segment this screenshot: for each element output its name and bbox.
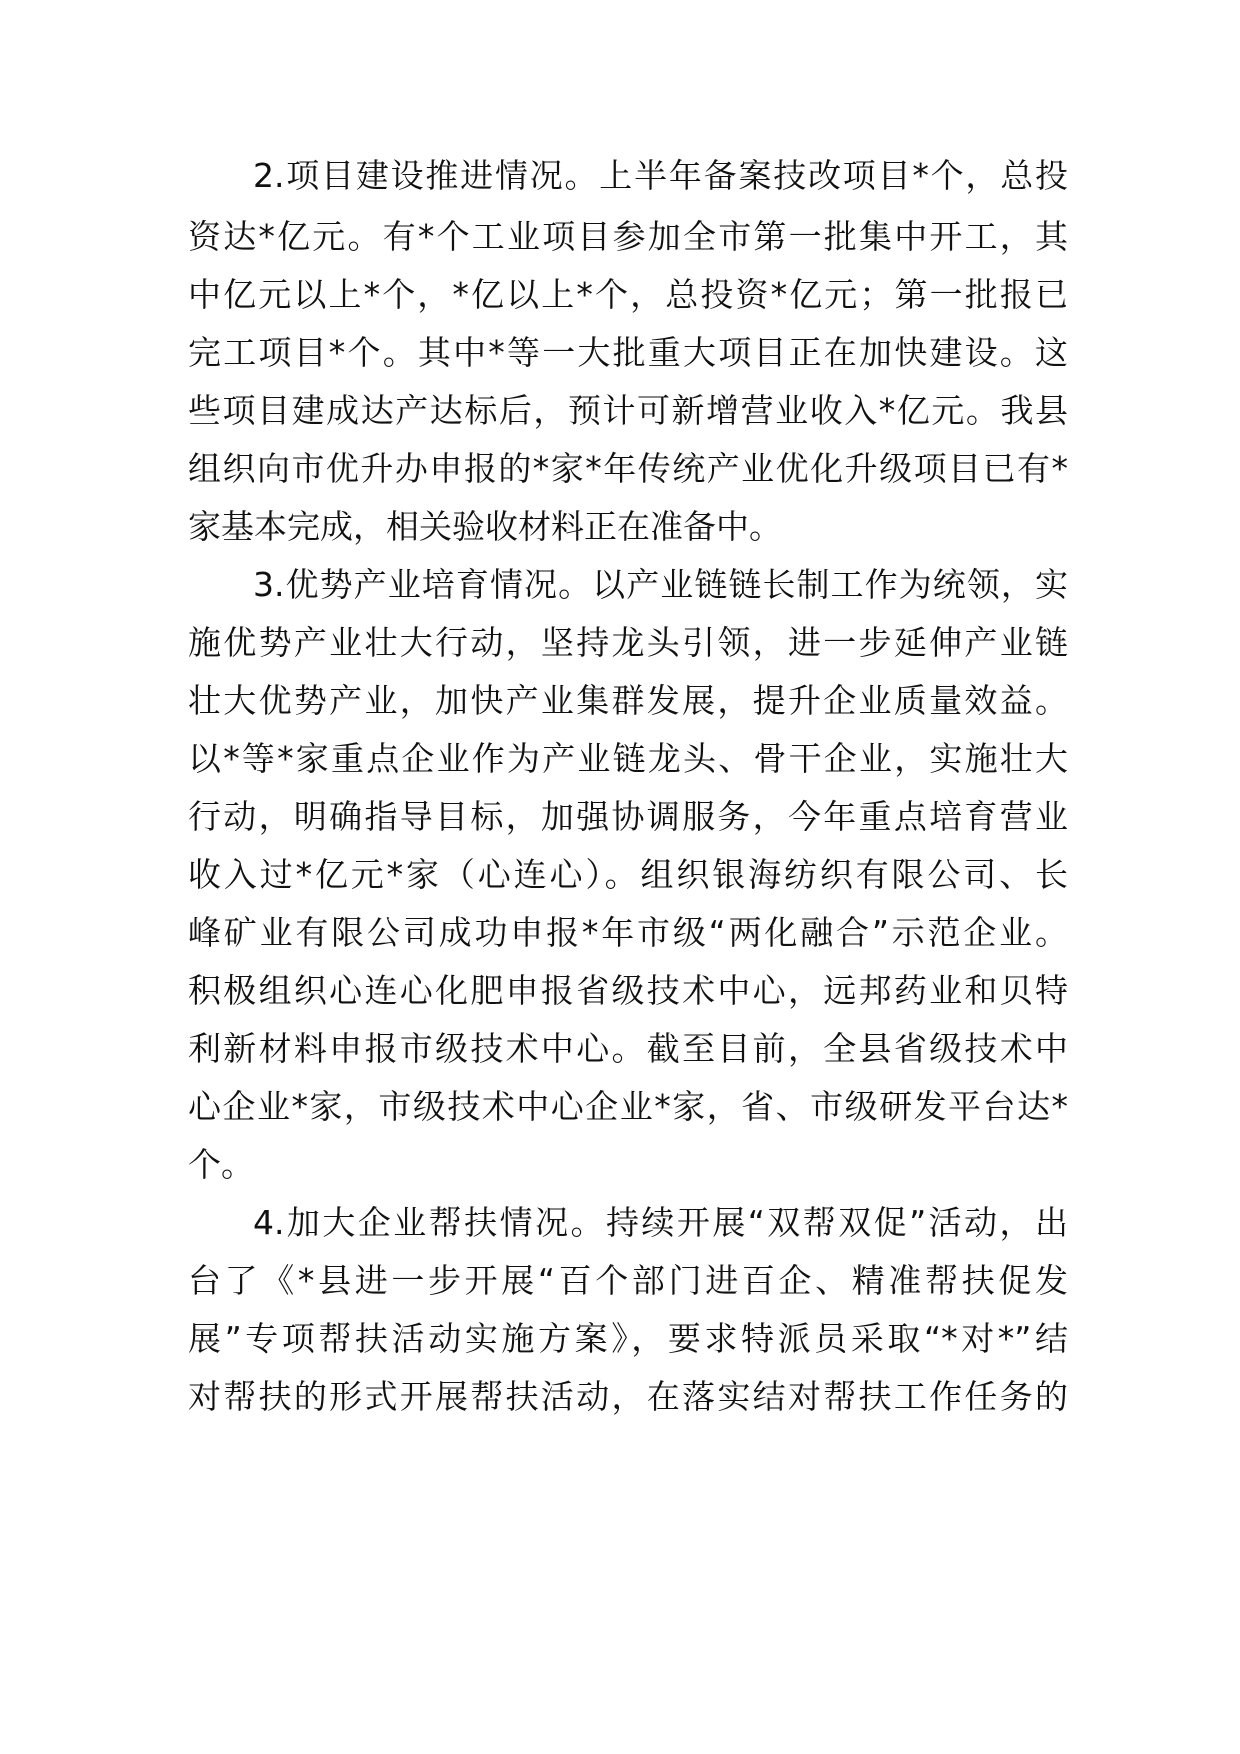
paragraph-3-line-4: 以*等*家重点企业作为产业链龙头、骨干企业，实施壮大 [188,739,1068,778]
paragraph-3-line-3: 壮大优势产业，加快产业集群发展，提升企业质量效益。 [188,681,1068,720]
paragraph-3-line-6: 收入过*亿元*家（心连心）。组织银海纺织有限公司、长 [188,855,1068,894]
paragraph-3-line-10: 心企业*家，市级技术中心企业*家，省、市级研发平台达* [188,1087,1068,1126]
paragraph-4-line-1: 4.加大企业帮扶情况。持续开展“双帮双促”活动，出 [253,1203,1068,1242]
paragraph-3-line-2: 施优势产业壮大行动，坚持龙头引领，进一步延伸产业链 [188,623,1068,662]
paragraph-3-line-9: 利新材料申报市级技术中心。截至目前，全县省级技术中 [188,1029,1068,1068]
paragraph-2-line-6: 组织向市优升办申报的*家*年传统产业优化升级项目已有* [188,449,1068,488]
paragraph-4-line-3: 展”专项帮扶活动实施方案》，要求特派员采取“*对*”结 [188,1319,1068,1358]
paragraph-2-line-3: 中亿元以上*个，*亿以上*个，总投资*亿元；第一批报已 [188,275,1068,314]
paragraph-4-line-4: 对帮扶的形式开展帮扶活动，在落实结对帮扶工作任务的 [188,1377,1068,1416]
paragraph-3-line-7: 峰矿业有限公司成功申报*年市级“两化融合”示范企业。 [188,913,1068,952]
paragraph-2-line-4: 完工项目*个。其中*等一大批重大项目正在加快建设。这 [188,333,1068,372]
paragraph-3-line-8: 积极组织心连心化肥申报省级技术中心，远邦药业和贝特 [188,971,1068,1010]
paragraph-3-line-11: 个。 [188,1145,254,1184]
paragraph-3-line-1: 3.优势产业培育情况。以产业链链长制工作为统领，实 [253,565,1068,604]
paragraph-2-line-7: 家基本完成，相关验收材料正在准备中。 [188,507,782,546]
paragraph-3-line-5: 行动，明确指导目标，加强协调服务，今年重点培育营业 [188,797,1068,836]
paragraph-2-line-2: 资达*亿元。有*个工业项目参加全市第一批集中开工，其 [188,217,1068,256]
paragraph-2-line-1: 2.项目建设推进情况。上半年备案技改项目*个，总投 [253,156,1068,195]
paragraph-4-line-2: 台了《*县进一步开展“百个部门进百企、精准帮扶促发 [188,1261,1068,1300]
paragraph-2-line-5: 些项目建成达产达标后，预计可新增营业收入*亿元。我县 [188,391,1068,430]
